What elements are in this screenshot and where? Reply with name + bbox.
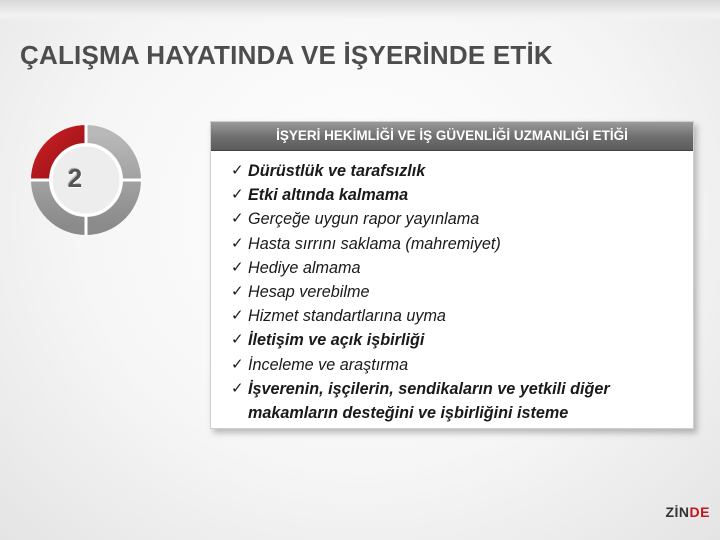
list-item: ✓ Etki altında kalmama xyxy=(231,183,693,207)
zinde-logo: ZİNDE xyxy=(665,504,710,520)
list-item: ✓ Hizmet standartlarına uyma xyxy=(231,304,693,328)
list-item: ✓ Hediye almama xyxy=(231,256,693,280)
check-icon: ✓ xyxy=(231,355,244,373)
progress-number: 2 xyxy=(67,163,83,193)
check-icon: ✓ xyxy=(231,162,244,179)
check-icon: ✓ xyxy=(231,283,244,301)
check-icon: ✓ xyxy=(231,331,244,349)
top-gradient-band xyxy=(0,0,720,22)
check-icon: ✓ xyxy=(231,379,244,397)
check-icon: ✓ xyxy=(231,258,244,276)
check-icon: ✓ xyxy=(231,210,244,228)
check-icon: ✓ xyxy=(231,186,244,204)
ethics-list xyxy=(211,151,693,425)
list-item: ✓ Hesap verebilme xyxy=(231,280,693,304)
check-icon: ✓ xyxy=(231,234,244,252)
list-item: ✓ Gerçeğe uygun rapor yayınlama xyxy=(231,207,693,231)
list-item: ✓ İletişim ve açık işbirliği xyxy=(231,328,693,352)
slide-title: ÇALIŞMA HAYATINDA VE İŞYERİNDE ETİK xyxy=(20,40,553,70)
list-item: ✓ Dürüstlük ve tarafsızlık xyxy=(231,159,693,183)
list-item: ✓ İşverenin, işçilerin, sendikaların ve yetkili diğer makamların desteğini ve işbirliğini isteme xyxy=(231,377,668,425)
ethics-panel xyxy=(210,121,694,429)
list-item: ✓ Hasta sırrını saklama (mahremiyet) xyxy=(231,232,693,256)
panel-header: İŞYERİ HEKİMLİĞİ VE İŞ GÜVENLİĞİ UZMANLIĞI ETİĞİ xyxy=(211,122,693,151)
list-item: ✓ İnceleme ve araştırma xyxy=(231,353,693,377)
check-icon: ✓ xyxy=(231,307,244,325)
